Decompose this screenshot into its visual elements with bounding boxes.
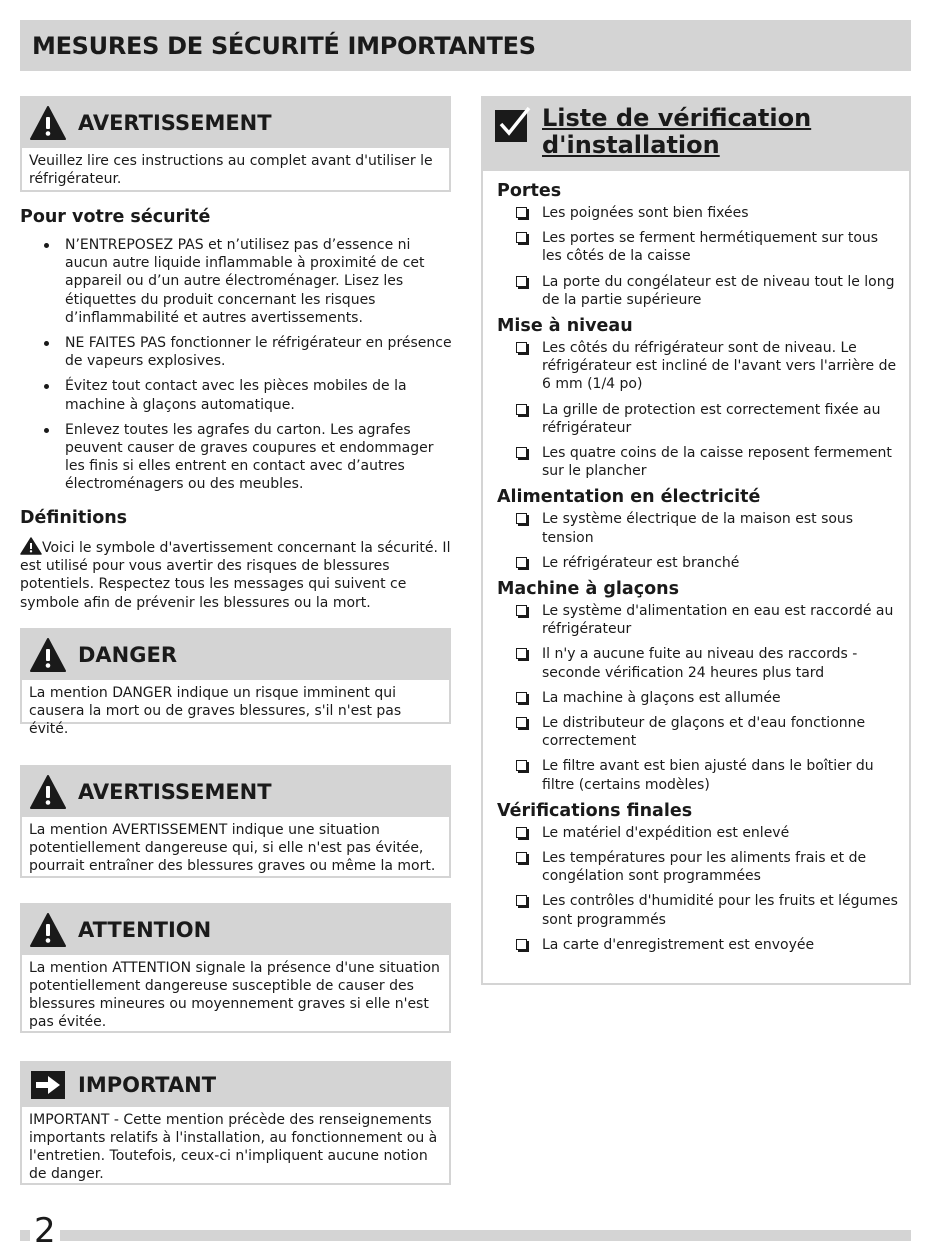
checklist-items — [483, 204, 909, 309]
warning-box-title: AVERTISSEMENT — [78, 111, 272, 135]
attention-box-header — [22, 905, 449, 955]
checklist-section-heading: Alimentation en électricité — [497, 487, 761, 508]
checkbox-icon — [516, 939, 527, 950]
checkbox-icon — [516, 717, 527, 728]
checklist-item-text: Les températures pour les aliments frais et de congélation sont programmées — [542, 850, 867, 885]
checkbox-icon — [516, 605, 527, 616]
checklist-item — [483, 401, 909, 437]
safety-bullet-list — [20, 236, 456, 501]
checklist-item — [483, 645, 909, 681]
checklist-title-line2: d'installation — [542, 131, 720, 159]
checklist-item-text: Les contrôles d'humidité pour les fruits et légumes sont programmés — [542, 893, 898, 928]
checklist-item — [483, 714, 909, 750]
checkbox-icon — [516, 276, 527, 287]
checklist-item — [483, 824, 909, 842]
checklist-item — [483, 849, 909, 885]
checklist-item-text: Le système électrique de la maison est sous tension — [542, 511, 854, 546]
warning-box-text: Veuillez lire ces instructions au complet avant d'utiliser le réfrigérateur. — [29, 153, 433, 187]
warning-box-header — [22, 98, 449, 148]
safety-bullet: N’ENTREPOSEZ PAS et n’utilisez pas d’essence ni aucun autre liquide inflammable à proximité de cet appareil ou d’un autre électroménager. Lisez les étiquettes du produit concernant les risques d’inflammabilité et autres avertissements. — [20, 236, 456, 327]
page-title-bar — [20, 20, 911, 71]
checklist-item — [483, 892, 909, 928]
warning-triangle-icon — [20, 537, 42, 555]
checkbox-icon — [516, 760, 527, 771]
attention-box — [20, 903, 451, 1033]
checklist-item — [483, 229, 909, 265]
checklist-item — [483, 444, 909, 480]
warning-triangle-icon — [30, 105, 66, 141]
avertissement-box — [20, 765, 451, 878]
checklist-item — [483, 204, 909, 222]
checklist-title-line1: Liste de vérification — [542, 104, 812, 132]
checklist-items — [483, 602, 909, 794]
checklist-item-text: Le distributeur de glaçons et d'eau fonctionne correctement — [542, 715, 866, 750]
checklist-item-text: Les poignées sont bien fixées — [542, 205, 749, 221]
checkbox-icon — [516, 513, 527, 524]
checklist-items — [483, 510, 909, 572]
important-box-text: IMPORTANT - Cette mention précède des renseignements importants relatifs à l'installation, au fonctionnement ou à l'entretien. Toutefois, ceux-ci n'impliquent aucune notion de danger. — [29, 1112, 438, 1182]
avertissement-box-title: AVERTISSEMENT — [78, 780, 272, 804]
checklist-item-text: La porte du congélateur est de niveau tout le long de la partie supérieure — [542, 273, 895, 308]
checklist-section-heading: Portes — [497, 181, 562, 201]
safety-bullet: NE FAITES PAS fonctionner le réfrigérateur en présence de vapeurs explosives. — [20, 334, 456, 370]
checklist-section-heading: Mise à niveau — [497, 316, 633, 337]
checklist-item-text: Les côtés du réfrigérateur sont de niveau. Le réfrigérateur est incliné de l'avant vers l'arrière de 6 mm (1/4 po) — [542, 340, 897, 393]
checklist-item-text: Il n'y a aucune fuite au niveau des raccords - seconde vérification 24 heures plus tard — [542, 646, 858, 681]
avertissement-box-header — [22, 767, 449, 817]
installation-checklist — [481, 96, 911, 985]
warning-box — [20, 96, 451, 192]
checkbox-icon — [516, 852, 527, 863]
warning-triangle-icon — [30, 637, 66, 673]
checkbox-icon — [516, 648, 527, 659]
checkbox-icon — [516, 895, 527, 906]
footer-bar — [20, 1230, 911, 1241]
checkbox-icon — [516, 342, 527, 353]
avertissement-box-text: La mention AVERTISSEMENT indique une situation potentiellement dangereuse qui, si elle n'est pas évitée, pourrait entraîner des blessures graves ou même la mort. — [29, 822, 436, 874]
definitions-heading: Définitions — [20, 508, 128, 528]
checklist-item-text: La carte d'enregistrement est envoyée — [542, 936, 815, 953]
important-box-title: IMPORTANT — [78, 1073, 217, 1097]
safety-bullet: Évitez tout contact avec les pièces mobiles de la machine à glaçons automatique. — [20, 377, 456, 413]
checkbox-icon — [516, 207, 527, 218]
checklist-item — [483, 554, 909, 572]
checkbox-icon — [516, 827, 527, 838]
checklist-item-text: Le réfrigérateur est branché — [542, 554, 740, 571]
checklist-item-text: Le filtre avant est bien ajusté dans le boîtier du filtre (certains modèles) — [542, 758, 874, 793]
warning-triangle-icon — [30, 912, 66, 948]
danger-box — [20, 628, 451, 737]
attention-box-text: La mention ATTENTION signale la présence d'une situation potentiellement dangereuse susceptible de causer des blessures mineures ou moyennement graves si elle n'est pas évitée. — [29, 960, 440, 1030]
important-box-header — [22, 1063, 449, 1107]
checklist-item-text: La machine à glaçons est allumée — [542, 689, 781, 706]
checklist-item — [483, 757, 909, 793]
danger-box-text: La mention DANGER indique un risque imminent qui causera la mort ou de graves blessures, s'il n'est pas évité. — [29, 685, 402, 737]
checklist-title — [542, 105, 811, 159]
checkbox-icon — [516, 557, 527, 568]
checklist-item — [483, 689, 909, 707]
checkmark-box-icon — [495, 106, 531, 142]
safety-heading: Pour votre sécurité — [20, 207, 211, 227]
checkbox-icon — [516, 232, 527, 243]
checklist-item-text: Le matériel d'expédition est enlevé — [542, 824, 790, 841]
page-number: 2 — [30, 1208, 60, 1254]
checklist-section-heading: Vérifications finales — [497, 800, 693, 821]
checklist-item — [483, 273, 909, 309]
checklist-items — [483, 339, 909, 480]
checklist-item — [483, 936, 909, 954]
checklist-section-heading: Machine à glaçons — [497, 579, 679, 600]
danger-box-title: DANGER — [78, 643, 178, 667]
definitions-paragraph — [20, 537, 456, 612]
checklist-body — [483, 171, 909, 954]
checklist-item — [483, 602, 909, 638]
checkbox-icon — [516, 692, 527, 703]
page-title: MESURES DE SÉCURITÉ IMPORTANTES — [32, 31, 536, 60]
danger-box-header — [22, 630, 449, 680]
right-arrow-icon — [30, 1067, 66, 1103]
checklist-item — [483, 339, 909, 394]
warning-triangle-icon — [30, 774, 66, 810]
checklist-item-text: La grille de protection est correctement fixée au réfrigérateur — [542, 401, 881, 436]
attention-box-title: ATTENTION — [78, 918, 212, 942]
definitions-text: Voici le symbole d'avertissement concernant la sécurité. Il est utilisé pour vous avertir des risques de blessures potentiels. Respectez tous les messages qui suivent ce symbole afin de prévenir les blessures ou la mort. — [20, 540, 451, 611]
checklist-items — [483, 824, 909, 954]
important-box — [20, 1061, 451, 1185]
checklist-header — [483, 98, 909, 171]
checklist-item-text: Le système d'alimentation en eau est raccordé au réfrigérateur — [542, 603, 894, 638]
checkbox-icon — [516, 404, 527, 415]
checkbox-icon — [516, 447, 527, 458]
safety-bullet: Enlevez toutes les agrafes du carton. Les agrafes peuvent causer de graves coupures et endommager les finis si elles entrent en contact avec d’autres électroménagers ou des meubles. — [20, 421, 456, 494]
checklist-item — [483, 510, 909, 546]
checklist-item-text: Les portes se ferment hermétiquement sur tous les côtés de la caisse — [542, 230, 879, 265]
checklist-item-text: Les quatre coins de la caisse reposent fermement sur le plancher — [542, 445, 892, 480]
